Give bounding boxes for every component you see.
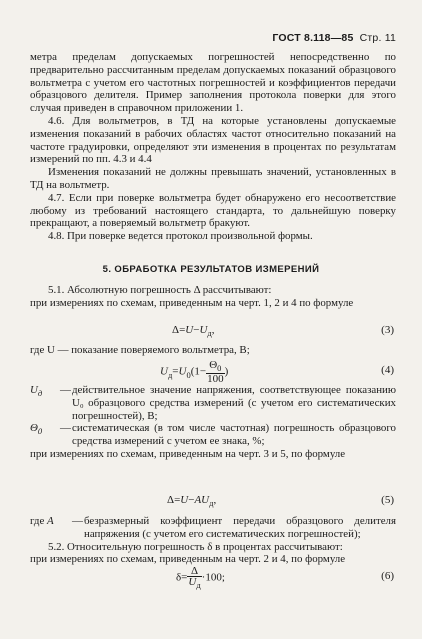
where-u-definition: где U — показание поверяемого вольтметра, В; (30, 344, 250, 356)
where-a (30, 515, 396, 566)
def-dash: — (60, 384, 71, 396)
definition-theta-text: систематическая (в том числе частотная) погрешность образцового средства измерений с учетом ее знака, %; (72, 422, 396, 448)
paragraph-5-2: 5.2. Относительную погрешность δ в процентах рассчитывают: (48, 540, 343, 553)
where-u (30, 344, 396, 357)
paragraph-4-8: 4.8. При поверке ведется протокол произвольной формы. (48, 230, 313, 243)
body-text-top (30, 51, 396, 243)
def-dash: — (60, 422, 71, 435)
definitions (30, 384, 396, 461)
standard-number: ГОСТ 8.118—85 (272, 32, 354, 44)
symbol-theta: $\Theta_0$ (30, 422, 43, 437)
definition-a (30, 515, 396, 541)
paragraph-changes: Изменения показаний не должны превышать значений, установленных в ТД на вольтметр. (30, 166, 396, 191)
def-dash: — (72, 515, 83, 527)
paragraph-continuation: метра пределам допускаемых погрешностей непосредственно по предварительно рассчитанным пределам допускаемых показаний образцового вольтметра с учетом его частотных погрешностей и коэффициентов передачи образцового делителя. Пример заполнения протокола поверки для этого случая приведен в справочном приложении 1. (30, 51, 396, 115)
formula-3-number: (3) (381, 324, 394, 336)
paragraph-5-1: 5.1. Абсолютную погрешность Δ рассчитывают: (48, 284, 272, 296)
paragraph-4-7: 4.7. Если при поверке вольтметра будет обнаружено его несоответствие любому из требований настоящего стандарта, то дальнейшую поверку прекращают, а поверяемый вольтметр бракуют. (30, 191, 396, 230)
definition-ud (30, 384, 396, 422)
page-number: Стр. 11 (359, 32, 396, 44)
paragraph-5-1-condition: при измерениях по схемам, приведенным на черт. 1, 2 и 4 по формуле (30, 296, 354, 309)
formula-4-expression: $U_д=U_0(1-$ $\frac{\Theta_0}{100}$ ) (160, 359, 229, 386)
definition-theta (30, 422, 396, 448)
formula-3-expression: $\Delta=U-U_д$, (172, 324, 215, 339)
paragraph-condition-2: при измерениях по схемам, приведенным на черт. 3 и 5, по формуле (30, 447, 346, 460)
definition-ud-text: действительное значение напряжения, соответствующее показанию U₀ образцового средства измерений (с учетом его систематических погрешностей), В; (72, 384, 396, 422)
page-header (272, 32, 396, 44)
symbol-ud: $U_д$ (30, 384, 43, 399)
formula-5-expression: $\Delta=U-AU_д$, (167, 494, 217, 509)
formula-6-expression: δ= $\frac{\Delta}{U_д}$ ·100; (176, 565, 225, 591)
definition-a-text: безразмерный коэффициент передачи образцового делителя напряжения (с учетом его систематических погрешностей); (84, 515, 396, 540)
formula-5-number: (5) (381, 494, 394, 506)
formula-6-number: (6) (381, 570, 394, 582)
section-5-1 (30, 284, 396, 310)
formula-4-number: (4) (381, 364, 394, 376)
where-a-symbol: где A (30, 515, 54, 527)
paragraph-5-2-condition: при измерениях по схемам, приведенным на черт. 2 и 4, по формуле (30, 553, 346, 566)
paragraph-4-6: 4.6. Для вольтметров, в ТД на которые установлены допускаемые изменения показаний в рабочих областях частот относительно показаний на частоте градуировки, определяют эти изменения в процентах по результатам измерений по пп. 4.3 и 4.4 (30, 114, 396, 166)
section-heading: 5. ОБРАБОТКА РЕЗУЛЬТАТОВ ИЗМЕРЕНИЙ (102, 264, 320, 275)
